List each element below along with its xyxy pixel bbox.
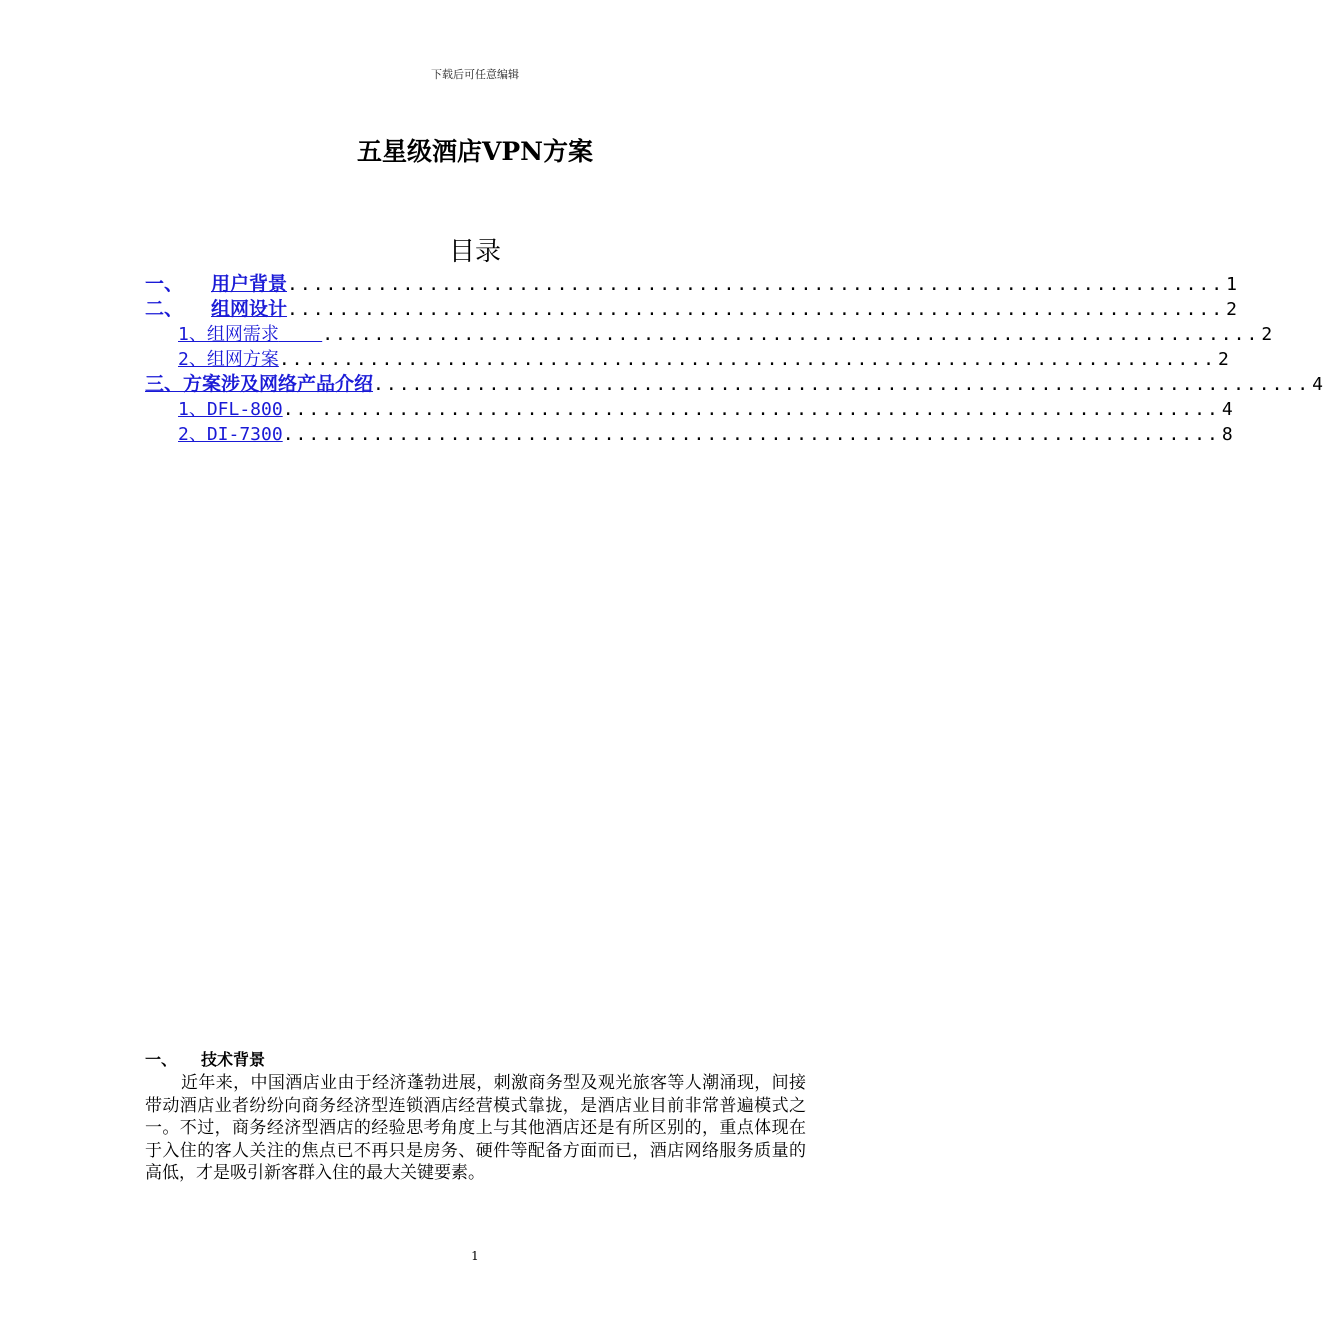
section-title: 技术背景: [201, 1050, 266, 1069]
toc-page-number: 4: [1221, 399, 1233, 420]
toc-entry-label: 1、组网需求: [178, 324, 279, 345]
toc-page-number: 4: [1312, 374, 1323, 395]
toc-entry: [145, 297, 1237, 322]
toc-leader-dots: .........................................................................: [322, 324, 1260, 345]
toc-entry: [145, 322, 1273, 347]
toc-entry-label: 组网设计: [211, 298, 288, 320]
toc-link[interactable]: [178, 397, 283, 422]
toc-page-number: 2: [1226, 299, 1237, 320]
toc-leader-dots: .........................................................................: [282, 424, 1220, 445]
toc-entry: [145, 272, 1237, 297]
toc-title: 目录: [448, 237, 501, 267]
toc-page-number: 8: [1221, 424, 1233, 445]
toc-link[interactable]: [145, 372, 373, 397]
toc-entry-label: 1、DFL-800: [178, 399, 283, 420]
toc-leader-dots: .........................................................................: [287, 299, 1225, 320]
toc-entry-label: 2、DI-7300: [178, 424, 283, 445]
toc-page-number: 2: [1261, 324, 1273, 345]
toc-leader-dots: .........................................................................: [373, 374, 1311, 395]
toc-link[interactable]: [178, 422, 283, 447]
toc-page-number: 1: [1226, 274, 1237, 295]
body-paragraph: 近年来，中国酒店业由于经济蓬勃进展，刺激商务型及观光旅客等人潮涌现，间接带动酒店业者纷纷向商务经济型连锁酒店经营模式靠拢，是酒店业目前非常普遍模式之一。不过，商务经济型酒店的经验思考角度上与其他酒店还是有所区别的，重点体现在于入住的客人关注的焦点已不再只是房务、硬件等配备方面而已，酒店网络服务质量的高低，才是吸引新客群入住的最大关键要素。: [145, 1073, 806, 1183]
toc-link[interactable]: [145, 297, 287, 322]
section-heading: [145, 1047, 265, 1070]
page-number-footer: 1: [471, 1249, 479, 1263]
toc-entry-number: 一、: [145, 273, 184, 295]
toc-leader-dots: .........................................................................: [282, 399, 1220, 420]
toc-entry: [145, 397, 1233, 422]
toc-link[interactable]: [178, 347, 279, 372]
toc-entry: [145, 372, 1323, 397]
header-note: 下载后可任意编辑: [431, 68, 519, 81]
table-of-contents: [145, 272, 1323, 447]
toc-entry-number: 二、: [145, 298, 184, 320]
document-title: 五星级酒店VPN方案: [356, 137, 594, 166]
toc-entry: [145, 422, 1233, 447]
toc-leader-dots: .........................................................................: [278, 349, 1216, 370]
toc-leader-dots: .........................................................................: [287, 274, 1225, 295]
toc-entry-label: 三、方案涉及网络产品介绍: [145, 373, 374, 395]
toc-link[interactable]: [178, 322, 322, 347]
section-number: 一、: [145, 1050, 178, 1069]
toc-link[interactable]: [145, 272, 287, 297]
toc-entry: [145, 347, 1229, 372]
toc-page-number: 2: [1217, 349, 1229, 370]
toc-entry-label: 用户背景: [211, 273, 288, 295]
toc-entry-label: 2、组网方案: [178, 349, 279, 370]
